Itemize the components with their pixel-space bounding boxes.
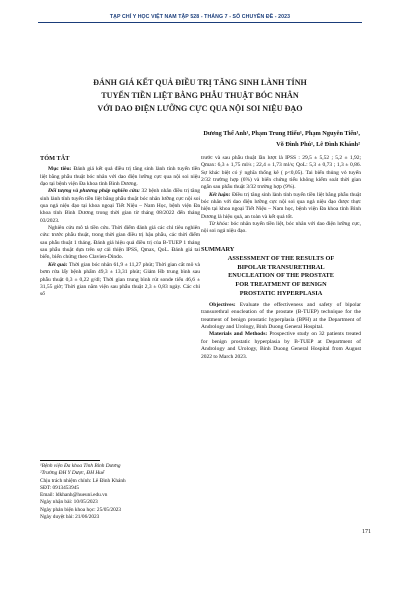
right-column bbox=[201, 155, 361, 361]
keywords-label: Từ khóa: bbox=[209, 221, 230, 228]
journal-header: TẠP CHÍ Y HỌC VIỆT NAM TẬP 528 - THÁNG 7 - SỐ CHUYÊN ĐỀ - 2023 bbox=[109, 14, 291, 20]
materials-text: Prospective study on 32 patients treated for benign prostatic hyperplasia by B-TUEP at Department of Andrology and Urology, Binh Duong General Hospital from August 2022 to March 2023. bbox=[201, 331, 361, 360]
summary-heading: SUMMARY bbox=[201, 245, 235, 253]
footnote-reviewed: Ngày phản biện khoa học: 25/05/2023 bbox=[40, 506, 122, 513]
abstract-objective bbox=[40, 166, 200, 188]
abstract-results bbox=[40, 262, 200, 299]
footnotes bbox=[40, 463, 200, 521]
conclusion-text: Điều trị tăng sinh lành tính tuyến tiền liệt bằng phẫu thuật bóc nhân với dao điện lưỡng cực nội soi qua ngả niệu đạo được thực hiện tại khoa ngoại Tiết Niệu – Nam học, bệnh viện Đa khoa tỉnh Bình Dương là hiệu quả, an toàn và kết quả tốt. bbox=[201, 191, 361, 220]
authors-line: Võ Đình Phú¹, Lê Đình Khánh² bbox=[276, 141, 360, 148]
methods-label: Đối tượng và phương pháp nghiên cứu: bbox=[48, 188, 140, 195]
en-title-line: FOR TREATMENT OF BENIGN bbox=[235, 280, 327, 288]
methods-text: 32 bệnh nhân điều trị tăng sinh lành tính tuyến tiền liệt bằng phẫu thuật bóc nhân lưỡng cực nội soi qua ngả niệu đạo tại khoa ngoại Tiết Niệu – Nam Học, bệnh viện Đa khoa tỉnh Bình Dương trong thời gian từ tháng 08/2022 đến tháng 03/2023. bbox=[40, 188, 200, 224]
header-rule bbox=[38, 22, 362, 23]
abstract-heading: TÓM TẮT bbox=[40, 155, 70, 162]
footnote-rule bbox=[40, 460, 100, 461]
objective-text: Đánh giá kết quả điều trị tăng sinh lành tính tuyến tiền liệt bằng phẫu thuật bóc nhân với dao điện lưỡng cực qua nội soi niệu đạo tại bệnh viện Đa khoa tỉnh Bình Dương. bbox=[40, 166, 200, 188]
title-line: ĐÁNH GIÁ KẾT QUẢ ĐIỀU TRỊ TĂNG SINH LÀNH TÍNH bbox=[93, 78, 307, 87]
left-column bbox=[40, 155, 200, 299]
abstract-methods bbox=[40, 188, 200, 225]
results-continued: trước và sau phẫu thuật lần lượt là IPSS : 29,5 ± 5,52 ; 5,2 ± 1,92; Qmax: 6,3 ± 1,75 ml/s ; 22,4 ± 1,73 ml/s; QoL: 5,3 ± 0,73 ; 1,3 ± 0,86. Sự khác biệt có ý nghĩa thống kê ( p<0,05). Tai biến thủng vỏ tuyến 2/32 trường hợp (6%) và biến chứng tiểu không kiểm soát thời gian ngắn sau phẫu thuật 3/32 trường hợp (9%). bbox=[201, 155, 361, 191]
keywords-text: bóc nhân tuyến tiền liệt, bóc nhân với dao điện lưỡng cực, nội soi ngả niệu đạo. bbox=[201, 221, 361, 235]
title-line: TUYẾN TIỀN LIỆT BẰNG PHẪU THUẬT BÓC NHÂN bbox=[101, 91, 299, 100]
en-title-line: PROSTATIC HYPERPLASIA bbox=[239, 289, 323, 297]
results-text: Thời gian bóc nhân 61,9 ± 11,27 phút; Thời gian cắt mô và bơm rửa lấy bệnh phẩm 49,3 ± 13,31 phút; Giảm Hb trung bình sau phẫu thuật 0,3 ± 0,22 g/dl; Thời gian trung bình rút sonde tiểu 46,6 ± 31,55 giờ; Thời gian nằm viện sau phẫu thuật 2,3 ± 0,83 ngày. Các chỉ số bbox=[40, 261, 200, 298]
footnote-accepted: Ngày duyệt bài: 21/06/2023 bbox=[40, 514, 100, 521]
article-title bbox=[40, 76, 360, 115]
footnote-email: Email: ldkhanh@hueuni.edu.vn bbox=[40, 492, 108, 499]
page-number: 171 bbox=[362, 529, 371, 535]
summary-methods bbox=[201, 331, 361, 360]
objectives-label: Objectives: bbox=[209, 302, 236, 309]
abstract-keywords bbox=[201, 221, 361, 236]
materials-label: Materials and Methods: bbox=[209, 331, 268, 338]
summary-objectives bbox=[201, 302, 361, 331]
en-title-line: ENUCLEATION OF THE PROSTATE bbox=[228, 272, 334, 280]
footnote-affiliation: ²Trường ĐH Y Dược, ĐH Huế bbox=[40, 470, 105, 477]
author-list bbox=[40, 128, 360, 150]
abstract-conclusion bbox=[201, 192, 361, 221]
footnote-received: Ngày nhận bài: 10/05/2023 bbox=[40, 499, 98, 506]
title-line: VỚI DAO ĐIỆN LƯỠNG CỰC QUA NỘI SOI NIỆU ĐẠO bbox=[97, 104, 303, 113]
authors-line: Dương Thế Anh¹, Phạm Trung Hiếu¹, Phạm Nguyên Tiến¹, bbox=[203, 130, 360, 137]
abstract-design: Nghiên cứu mô tả tiền cứu. Thời điểm đánh giá các chỉ tiêu nghiên cứu: trước phẫu thuật, trong thời gian điều trị hậu phẫu, các thời điểm sau phẫu thuật 1 tháng. Đánh giá hiệu quả điều trị của B-TUEP 1 tháng sau phẫu thuật dựa trên sự cải thiện IPSS, Qmax, QoL. Đánh giá tai biến, biến chứng theo Clavien-Dindo. bbox=[40, 225, 200, 261]
objective-label: Mục tiêu: bbox=[48, 166, 72, 173]
footnote-phone: SĐT: 0913453945 bbox=[40, 484, 80, 491]
results-label: Kết quả: bbox=[48, 261, 68, 268]
en-title-line: ASSESSMENT OF THE RESULTS OF bbox=[227, 255, 335, 263]
objectives-text: Evaluate the effectiveness and safety of bipolar transurethral enucleation of the prostate (B-TUEP) technique for the treatment of benign prostatic hyperplasia (BPH) at the Department of Andrology and Urology, Binh Duong General Hospital. bbox=[201, 302, 361, 331]
en-title-line: BIPOLAR TRANSURETHRAL bbox=[237, 263, 325, 271]
english-title bbox=[201, 255, 361, 298]
footnote-affiliation: ¹Bệnh viện Đa khoa Tỉnh Bình Dương bbox=[40, 463, 121, 469]
conclusion-label: Kết luận: bbox=[209, 191, 231, 198]
footnote-corresponding: Chịu trách nhiệm chính: Lê Đình Khánh bbox=[40, 477, 126, 484]
